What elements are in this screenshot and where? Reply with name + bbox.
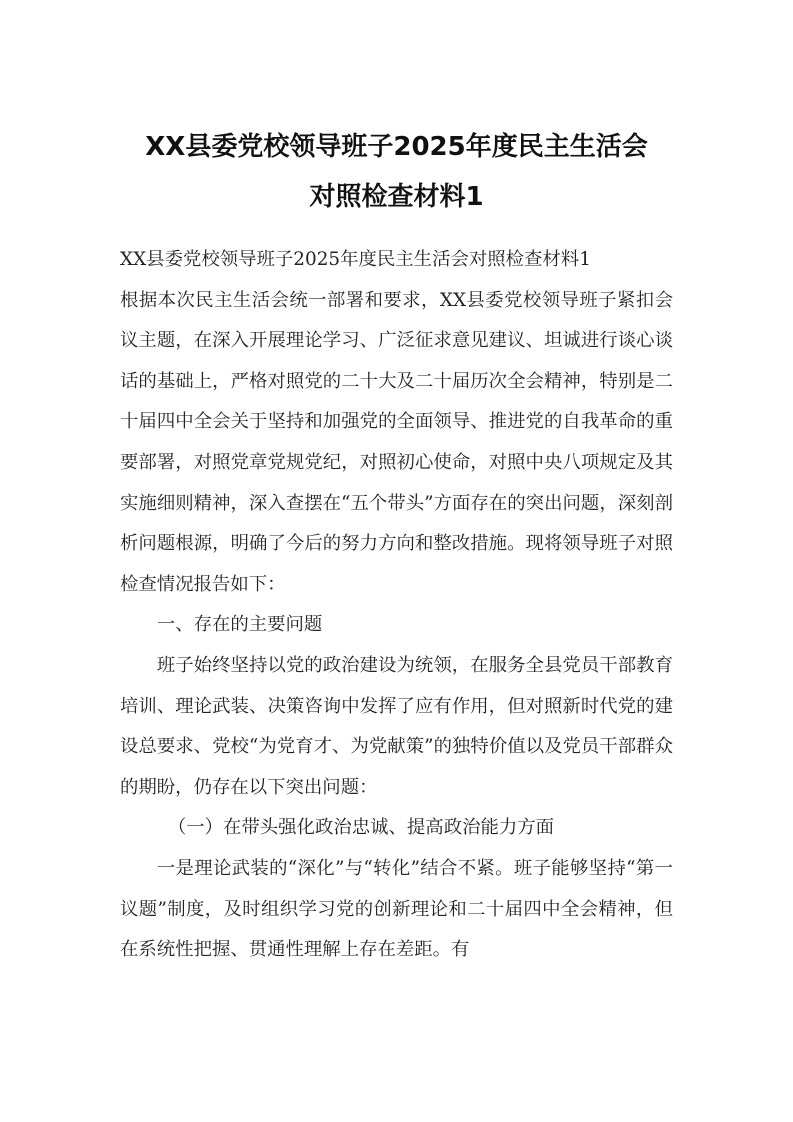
document-body [120, 240, 673, 971]
subsection-heading-political-loyalty: （一）在带头强化政治忠诚、提高政治能力方面 [167, 817, 555, 839]
document-title-line-2: 对照检查材料1 [309, 182, 484, 212]
section-paragraph-main-problems: 班子始终坚持以党的政治建设为统领，在服务全县党员干部教育培训、理论武装、决策咨询中发挥了应有作用，但对照新时代党的建设总要求、党校“为党育才、为党献策”的独特价值以及党员干部群众的期盼，仍存在以下突出问题： [120, 654, 673, 798]
intro-repeat-title: XX县委党校领导班子2025年度民主生活会对照检查材料1 [120, 249, 591, 270]
point-paragraph-theory-study: 一是理论武装的“深化”与“转化”结合不紧。班子能够坚持“第一议题”制度，及时组织学习党的创新理论和二十届四中全会精神，但在系统性把握、贯通性理解上存在差距。有 [120, 857, 673, 961]
section-heading-main-problems: 一、存在的主要问题 [156, 614, 323, 636]
intro-paragraph: 根据本次民主生活会统一部署和要求，XX县委党校领导班子紧扣会议主题，在深入开展理论学习、广泛征求意见建议、坦诚进行谈心谈话的基础上，严格对照党的二十大及二十届历次全会精神，特别是二十届四中全会关于坚持和加强党的全面领导、推进党的自我革命的重要部署，对照党章党规党纪，对照初心使命，对照中央八项规定及其实施细则精神，深入查摆在“五个带头”方面存在的突出问题，深刻剖析问题根源，明确了今后的努力方向和整改措施。现将领导班子对照检查情况报告如下： [120, 289, 673, 595]
document-title-line-1: XX县委党校领导班子2025年度民主生活会 [145, 132, 648, 162]
